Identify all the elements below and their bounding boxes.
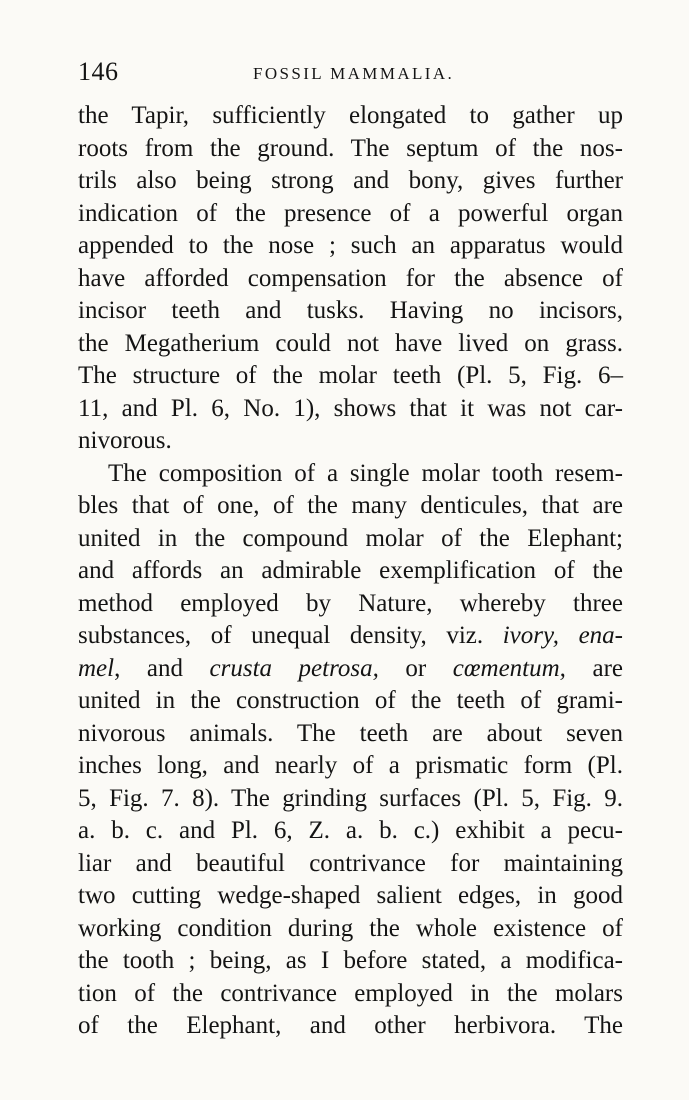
text-line: the Megatherium could not have lived on grass.: [78, 329, 623, 357]
text-line: the tooth ; being, as I before stated, a modifica-: [78, 947, 623, 974]
italic-term: ivory,: [502, 622, 559, 649]
line-segment: , and: [114, 654, 183, 682]
text-line: united in the compound molar of the Elephant;: [78, 524, 623, 552]
page-header: [78, 54, 618, 90]
italic-term: cœmentum,: [452, 654, 566, 682]
text-line: two cutting wedge-shaped salient edges, in good: [78, 882, 623, 909]
italic-term: mel: [78, 654, 115, 682]
text-line: inches long, and nearly of a prismatic form (Pl.: [78, 752, 623, 779]
line-segment: are: [592, 654, 623, 682]
italic-term: crusta petrosa,: [209, 654, 379, 682]
text-line: working condition during the whole existence of: [78, 914, 623, 942]
text-line: 11, and Pl. 6, No. 1), shows that it was not car-: [78, 394, 623, 422]
text-line: trils also being strong and bony, gives further: [78, 167, 623, 194]
text-line: bles that of one, of the many denticules, that are: [78, 492, 623, 519]
text-line: nivorous.: [78, 427, 172, 454]
text-line-mixed: [78, 653, 623, 686]
text-line: the Tapir, sufficiently elongated to gather up: [78, 102, 623, 129]
text-line: roots from the ground. The septum of the nos-: [78, 134, 623, 162]
text-line: The structure of the molar teeth (Pl. 5, Fig. 6–: [78, 362, 623, 389]
text-line: tion of the contrivance employed in the molars: [78, 979, 623, 1007]
text-line: The composition of a single molar tooth resem-: [108, 459, 623, 487]
text-line: 5, Fig. 7. 8). The grinding surfaces (Pl. 5, Fig. 9.: [78, 784, 623, 812]
line-segment: or: [405, 654, 427, 682]
text-line: method employed by Nature, whereby three: [78, 589, 623, 617]
text-line: of the Elephant, and other herbivora. The: [78, 1012, 623, 1039]
text-line: and affords an admirable exemplification of the: [78, 557, 623, 584]
text-line: appended to the nose ; such an apparatus would: [78, 232, 623, 259]
page-number: 146: [78, 57, 119, 86]
text-line-mixed: [78, 620, 623, 653]
italic-term: ena-: [578, 622, 623, 649]
text-line: indication of the presence of a powerful organ: [78, 199, 623, 227]
text-line: nivorous animals. The teeth are about seven: [78, 719, 623, 747]
body-text: [78, 100, 623, 1043]
text-line: incisor teeth and tusks. Having no incisors,: [78, 297, 623, 324]
text-line: a. b. c. and Pl. 6, Z. a. b. c.) exhibit a pecu-: [78, 817, 623, 844]
line-segment: substances, of unequal density, viz.: [78, 622, 484, 649]
text-line: united in the construction of the teeth of grami-: [78, 687, 623, 714]
text-line: have afforded compensation for the absence of: [78, 264, 623, 292]
running-head: FOSSIL MAMMALIA.: [253, 64, 455, 83]
text-line: liar and beautiful contrivance for maintaining: [78, 849, 623, 877]
